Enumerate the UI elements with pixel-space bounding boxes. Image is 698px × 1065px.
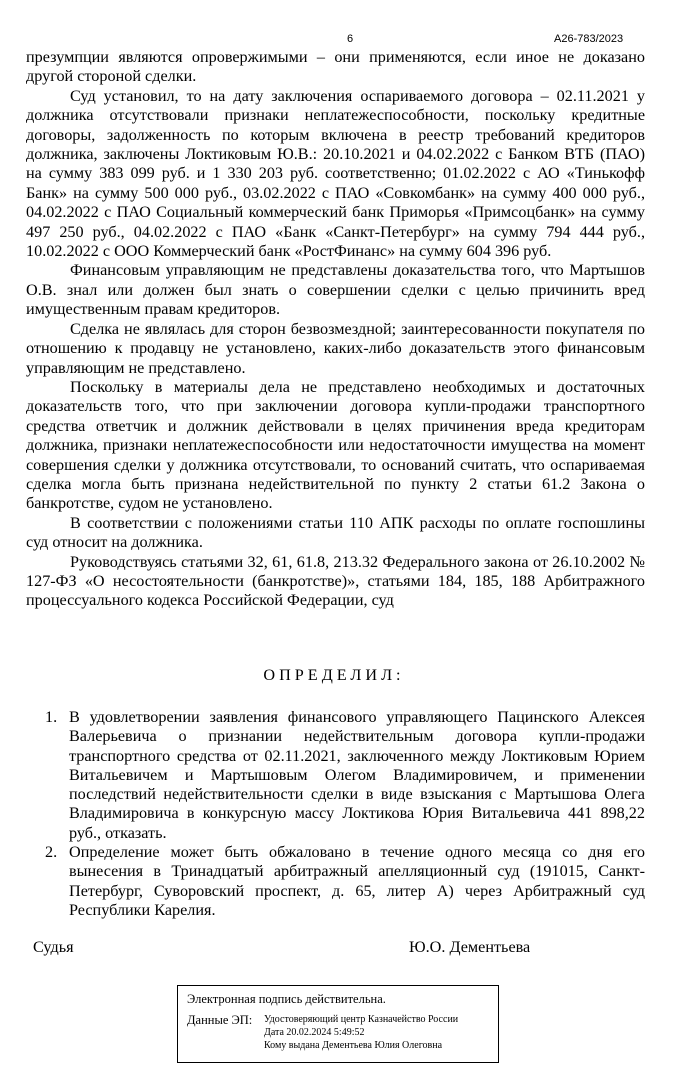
judge-name: Ю.О. Дементьева <box>409 938 531 956</box>
e-signature-issuer: Удостоверяющий центр Казначейство России <box>264 1014 459 1025</box>
paragraph: Руководствуясь статьями 32, 61, 61.8, 213.32 Федерального закона от 26.10.2002 № 127-ФЗ «О несостоятельности (банкротстве)», статьями 184, 185, 188 Арбитражного процессуального кодекса Российской Федерации, суд <box>26 552 645 610</box>
decision-item <box>45 843 645 920</box>
paragraph: Финансовым управляющим не представлены доказательства того, что Мартышов О.В. знал или должен был знать о совершении сделки с целью причинить вред имущественным правам кредиторов. <box>26 261 645 319</box>
judge-title: Судья <box>33 938 74 956</box>
decision-heading: ОПРЕДЕЛИЛ: <box>263 666 405 684</box>
item-number: 1. <box>45 708 58 726</box>
page-number: 6 <box>347 33 354 45</box>
e-signature-owner: Кому выдана Дементьева Юлия Олеговна <box>264 1040 443 1051</box>
decision-list <box>45 708 645 920</box>
e-signature-date: Дата 20.02.2024 5:49:52 <box>264 1027 365 1038</box>
item-text: В удовлетворении заявления финансового управляющего Пацинского Алексея Валерьевича о признании недействительным договора купли-продажи транспортного средства от 02.11.2021, заключенного между Локтиковым Юрием Витальевичем и Мартышовым Олегом Владимировичем, и применении последствий недействительности сделки в виде взыскания с Мартышова Олега Владимировича в конкурсную массу Локтикова Юрия Витальевича 441 898,22 руб., отказать. <box>69 708 645 842</box>
e-signature-stamp <box>177 985 499 1063</box>
item-number: 2. <box>45 843 58 862</box>
body-text <box>26 48 645 611</box>
paragraph: Суд установил, то на дату заключения оспариваемого договора – 02.11.2021 у должника отсутствовали признаки неплатежеспособности, поскольку кредитные договоры, задолженность по которым включена в реестр требований кредиторов должника, заключены Локтиковым Ю.В.: 20.10.2021 и 04.02.2022 с Банком ВТБ (ПАО) на сумму 383 099 руб. и 1 330 203 руб. соответственно; 01.02.2022 с АО «Тинькофф Банк» на сумму 500 000 руб., 03.02.2022 с ПАО «Совкомбанк» на сумму 400 000 руб., 04.02.2022 с ПАО Социальный коммерческий банк Приморья «Примсоцбанк» на сумму 497 250 руб., 04.02.2022 с ПАО «Банк «Санкт-Петербург» на сумму 794 444 руб., 10.02.2022 с ООО Коммерческий банк «РостФинанс» на сумму 604 396 руб. <box>26 86 645 261</box>
e-signature-valid: Электронная подпись действительна. <box>187 992 386 1006</box>
e-signature-label: Данные ЭП: <box>187 1013 253 1027</box>
paragraph: Поскольку в материалы дела не представлено необходимых и достаточных доказательств того, что при заключении договора купли-продажи транспортного средства ответчик и должник действовали в целях причинения вреда кредиторам должника, признаки неплатежеспособности или недостаточности имущества на момент совершения сделки у должника отсутствовали, то оснований считать, что оспариваемая сделка могла быть признана недействительной по пункту 2 статьи 61.2 Закона о банкротстве, судом не установлено. <box>26 377 645 513</box>
case-number: А26-783/2023 <box>554 33 624 45</box>
item-text: Определение может быть обжаловано в течение одного месяца со дня его вынесения в Тринадцатый арбитражный апелляционный суд (191015, Санкт-Петербург, Суворовский проспект, д. 65, литер А) через Арбитражный суд Республики Карелия. <box>69 843 645 919</box>
decision-item <box>45 708 645 843</box>
paragraph: В соответствии с положениями статьи 110 АПК расходы по оплате госпошлины суд относит на должника. <box>26 513 645 552</box>
paragraph: Сделка не являлась для сторон безвозмездной; заинтересованности покупателя по отношению к продавцу не установлено, каких-либо доказательств этого финансовым управляющим не представлено. <box>26 319 645 377</box>
paragraph: презумпции являются опровержимыми – они применяются, если иное не доказано другой стороной сделки. <box>26 48 645 86</box>
